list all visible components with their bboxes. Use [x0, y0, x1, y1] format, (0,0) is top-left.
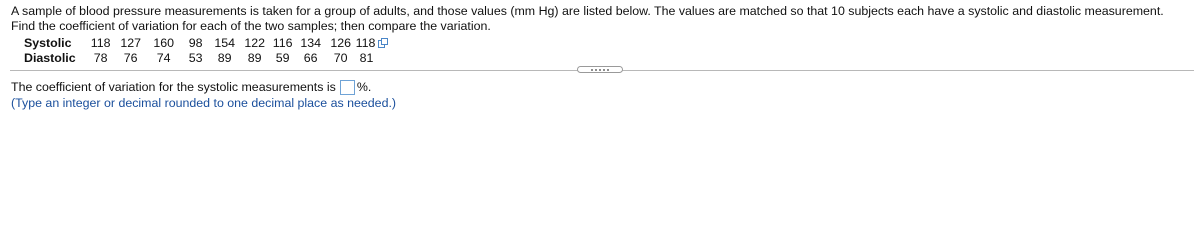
row-label-systolic: Systolic	[24, 36, 72, 50]
table-cell: 53	[188, 51, 203, 65]
table-cell	[356, 36, 389, 51]
answer-input[interactable]	[340, 80, 355, 95]
question-text: A sample of blood pressure measurements is taken for a group of adults, and those values (mm Hg) are listed below. The values are matched so that 10 subjects each have a systolic and diastolic measurement. Find the coefficient of variation for each of the two samples; then compare the variation.	[11, 4, 1164, 33]
row-label-diastolic: Diastolic	[24, 51, 76, 65]
table-row-diastolic	[24, 51, 388, 66]
table-cell: 70	[333, 51, 348, 65]
table-cell: 134	[300, 36, 321, 50]
table-cell: 127	[120, 36, 141, 50]
table-cell: 122	[244, 36, 265, 50]
table-cell: 74	[156, 51, 171, 65]
answer-hint: (Type an integer or decimal rounded to one decimal place as needed.)	[11, 96, 397, 110]
table-cell: 126	[330, 36, 351, 50]
answer-prompt: The coefficient of variation for the systolic measurements is	[11, 80, 336, 94]
table-cell: 118	[90, 36, 111, 50]
more-dots-icon[interactable]	[577, 66, 623, 73]
table-cell-value: 118	[355, 36, 376, 50]
copy-data-icon[interactable]	[378, 37, 388, 47]
table-cell: 66	[303, 51, 318, 65]
table-cell: 116	[272, 36, 293, 50]
table-cell: 59	[275, 51, 290, 65]
table-cell: 81	[359, 51, 374, 65]
table-cell: 76	[123, 51, 138, 65]
table-cell: 160	[153, 36, 174, 50]
table-cell: 98	[188, 36, 203, 50]
table-cell: 89	[247, 51, 262, 65]
blood-pressure-table	[24, 36, 388, 66]
answer-unit: %.	[356, 80, 372, 94]
table-cell: 154	[214, 36, 235, 50]
table-cell: 89	[217, 51, 232, 65]
answer-line	[11, 79, 371, 95]
table-row-systolic	[24, 36, 388, 51]
table-cell: 78	[93, 51, 108, 65]
